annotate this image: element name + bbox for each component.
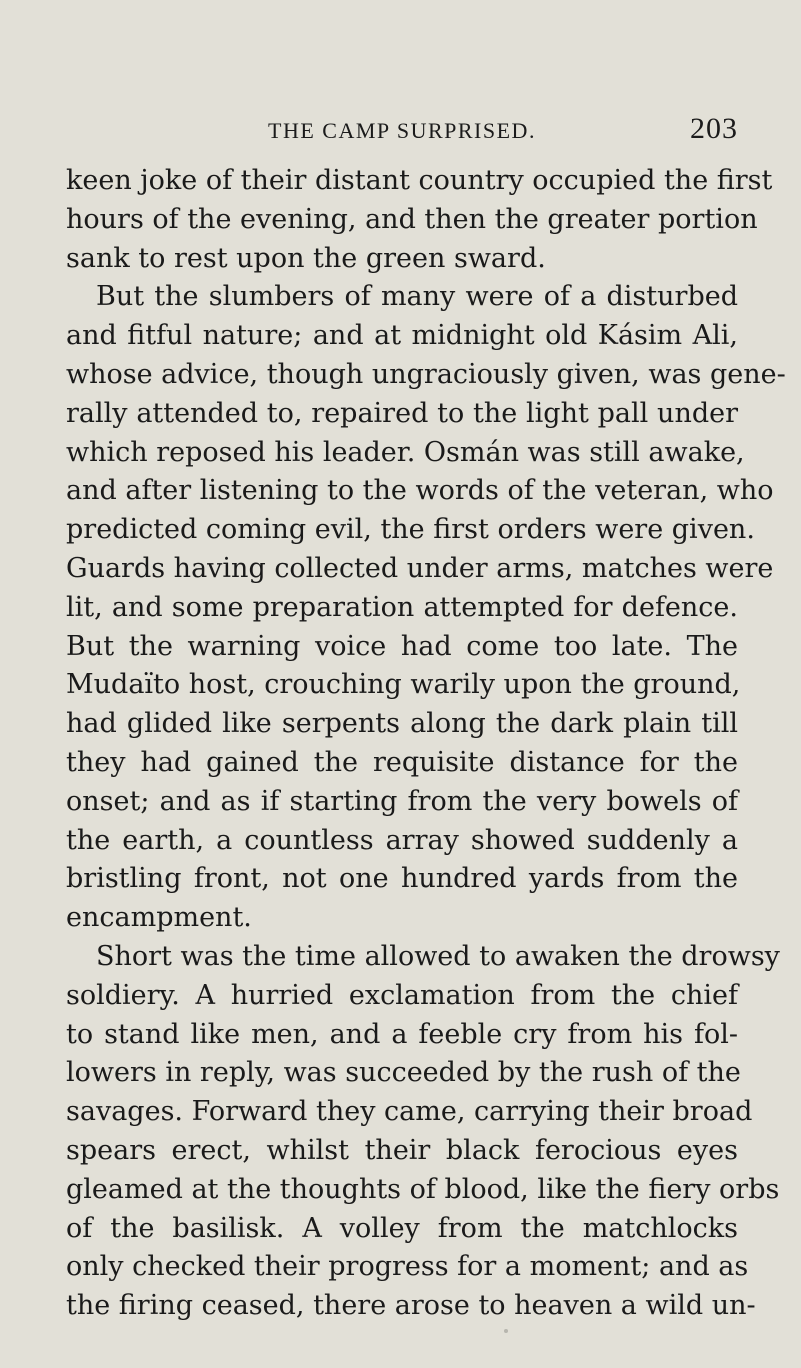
text-line: onset; and as if starting from the very bowels of — [66, 785, 738, 817]
text-line: which reposed his leader. Osmán was still awake, — [66, 436, 745, 468]
text-line: encampment. — [66, 902, 252, 934]
text-line: Short was the time allowed to awaken the drowsy — [96, 940, 780, 972]
text-line: But the slumbers of many were of a disturbed — [96, 281, 738, 313]
text-line: had glided like serpents along the dark plain till — [66, 708, 738, 740]
text-line: gleamed at the thoughts of blood, like the fiery orbs — [66, 1173, 780, 1205]
text-line: savages. Forward they came, carrying their broad — [66, 1096, 753, 1128]
text-line: whose advice, though ungraciously given, was gene- — [66, 358, 786, 390]
text-line: and after listening to the words of the veteran, who — [66, 475, 774, 507]
text-line: Guards having collected under arms, matches were — [66, 552, 774, 584]
text-line: predicted coming evil, the first orders were given. — [66, 514, 755, 546]
text-line: lit, and some preparation attempted for defence. — [66, 591, 738, 623]
text-line: only checked their progress for a moment; and as — [66, 1251, 749, 1283]
text-line: they had gained the requisite distance for the — [66, 746, 738, 778]
running-head-title: THE CAMP SURPRISED. — [268, 118, 536, 143]
text-line: spears erect, whilst their black ferocious eyes — [66, 1134, 738, 1166]
text-line: lowers in reply, was succeeded by the rush of the — [66, 1057, 741, 1089]
text-line: to stand like men, and a feeble cry from his fol- — [66, 1018, 738, 1050]
text-line: and fitful nature; and at midnight old Kásim Ali, — [66, 320, 738, 352]
page-number: 203 — [690, 112, 738, 145]
text-line: of the basilisk. A volley from the matchlocks — [66, 1212, 738, 1244]
text-line: Mudaïto host, crouching warily upon the ground, — [66, 669, 741, 701]
text-line: But the warning voice had come too late. The — [66, 630, 738, 662]
text-line: rally attended to, repaired to the light pall under — [66, 397, 738, 429]
text-line: keen joke of their distant country occupied the first — [66, 165, 773, 196]
running-head — [66, 108, 738, 148]
paper-speck — [504, 1329, 508, 1333]
text-line: hours of the evening, and then the greater portion — [66, 203, 758, 235]
text-line: soldiery. A hurried exclamation from the chief — [66, 979, 738, 1011]
text-line: the firing ceased, there arose to heaven a wild un- — [66, 1290, 756, 1322]
body-text — [66, 162, 786, 1326]
text-line: the earth, a countless array showed suddenly a — [66, 824, 738, 856]
text-line: sank to rest upon the green sward. — [66, 242, 546, 274]
text-line: bristling front, not one hundred yards from the — [66, 863, 738, 895]
